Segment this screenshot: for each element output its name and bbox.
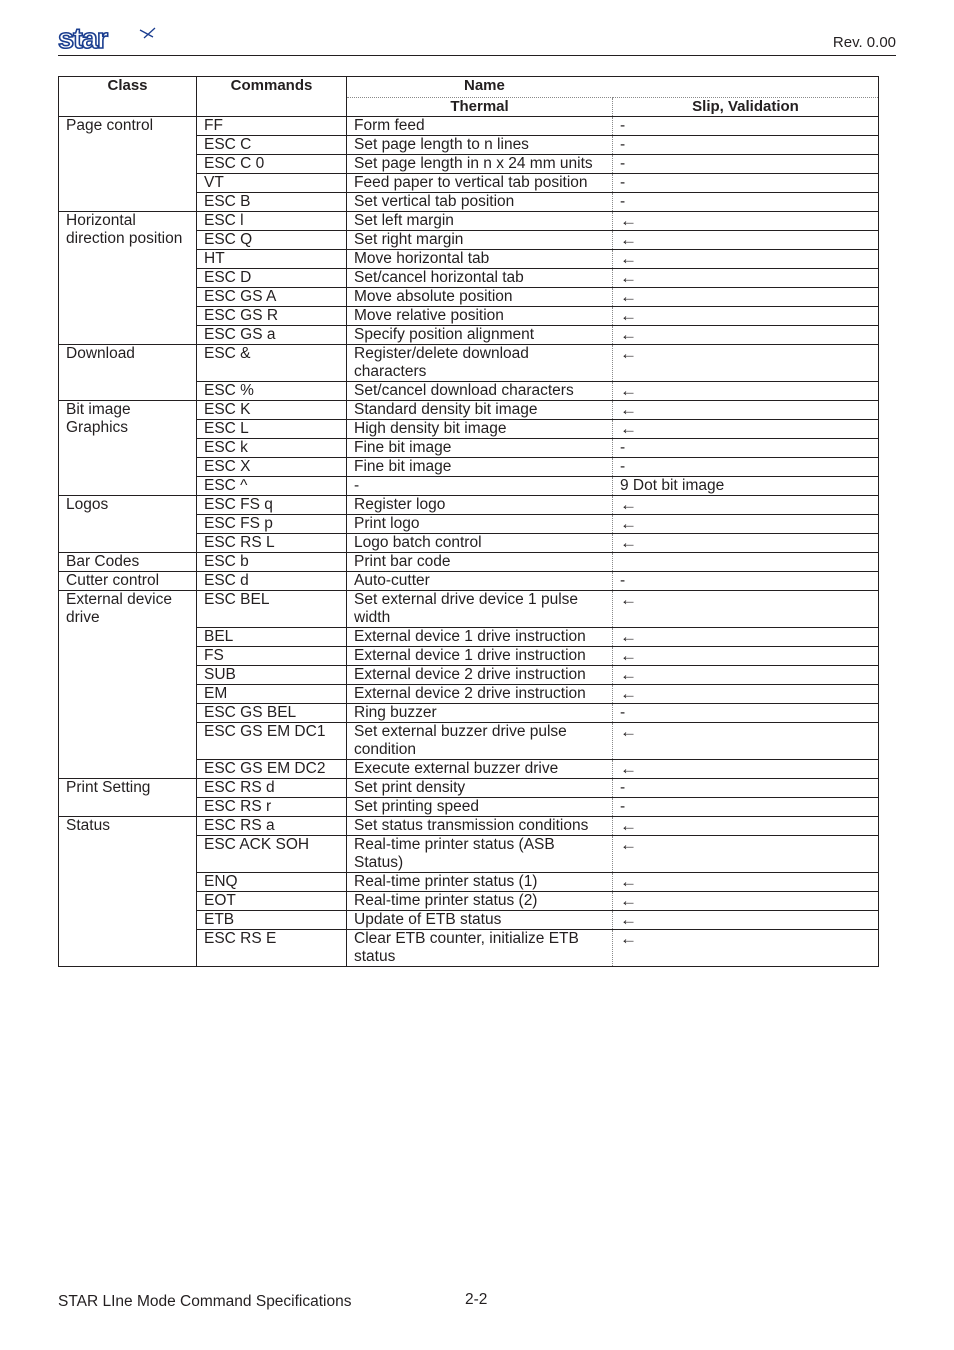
thermal-name-cell: Set/cancel horizontal tab [347, 269, 613, 288]
class-cell: Status [59, 817, 197, 967]
thermal-name-cell: Fine bit image [347, 458, 613, 477]
thermal-name-cell: Fine bit image [347, 439, 613, 458]
slip-validation-cell: ← [613, 212, 879, 231]
class-header: Class [59, 77, 197, 117]
class-cell: Cutter control [59, 572, 197, 591]
thermal-name-cell: Set page length in n x 24 mm units [347, 155, 613, 174]
table-row [59, 117, 879, 136]
command-cell: ESC Q [197, 231, 347, 250]
thermal-name-cell: Real-time printer status (1) [347, 873, 613, 892]
footer-title: STAR LIne Mode Command Specifications [58, 1293, 352, 1310]
command-cell: ESC BEL [197, 591, 347, 628]
command-cell: ESC l [197, 212, 347, 231]
thermal-header: Thermal [347, 98, 613, 117]
command-cell: ESC RS a [197, 817, 347, 836]
slip-validation-cell: ← [613, 250, 879, 269]
thermal-name-cell: Specify position alignment [347, 326, 613, 345]
slip-validation-cell: ← [613, 231, 879, 250]
thermal-name-cell: Real-time printer status (ASB Status) [347, 836, 613, 873]
thermal-name-cell: External device 2 drive instruction [347, 666, 613, 685]
slip-validation-cell: - [613, 572, 879, 591]
thermal-name-cell: Feed paper to vertical tab position [347, 174, 613, 193]
command-cell: ESC k [197, 439, 347, 458]
thermal-name-cell: Auto-cutter [347, 572, 613, 591]
thermal-name-cell: External device 1 drive instruction [347, 647, 613, 666]
slip-validation-cell: ← [613, 892, 879, 911]
slip-validation-cell: ← [613, 515, 879, 534]
slip-validation-cell: ← [613, 496, 879, 515]
slip-validation-cell: - [613, 704, 879, 723]
command-cell: HT [197, 250, 347, 269]
thermal-name-cell: Set right margin [347, 231, 613, 250]
thermal-name-cell: - [347, 477, 613, 496]
command-cell: ESC FS q [197, 496, 347, 515]
thermal-name-cell: Print logo [347, 515, 613, 534]
slip-validation-cell: ← [613, 288, 879, 307]
command-cell: EM [197, 685, 347, 704]
command-cell: ESC GS EM DC1 [197, 723, 347, 760]
command-cell: ESC GS R [197, 307, 347, 326]
command-table [58, 76, 879, 967]
thermal-name-cell: Logo batch control [347, 534, 613, 553]
slip-validation-cell: - [613, 779, 879, 798]
thermal-name-cell: High density bit image [347, 420, 613, 439]
slip-validation-cell: - [613, 155, 879, 174]
slip-validation-cell: ← [613, 647, 879, 666]
slip-validation-cell: ← [613, 836, 879, 873]
thermal-name-cell: Update of ETB status [347, 911, 613, 930]
slip-validation-cell: ← [613, 534, 879, 553]
command-cell: ESC b [197, 553, 347, 572]
slip-validation-cell: ← [613, 873, 879, 892]
thermal-name-cell: Register logo [347, 496, 613, 515]
table-row [59, 212, 879, 231]
slip-validation-cell: ← [613, 760, 879, 779]
table-row [59, 779, 879, 798]
thermal-name-cell: Set print density [347, 779, 613, 798]
slip-validation-cell: ← [613, 930, 879, 967]
slip-validation-cell: - [613, 136, 879, 155]
slip-validation-cell: 9 Dot bit image [613, 477, 879, 496]
commands-header: Commands [197, 77, 347, 117]
command-cell: ESC C [197, 136, 347, 155]
table-row [59, 345, 879, 382]
command-cell: ESC C 0 [197, 155, 347, 174]
command-cell: ETB [197, 911, 347, 930]
class-cell: Bar Codes [59, 553, 197, 572]
slip-validation-cell: - [613, 117, 879, 136]
command-cell: ESC ^ [197, 477, 347, 496]
class-cell: External device drive [59, 591, 197, 779]
command-cell: ESC X [197, 458, 347, 477]
slip-validation-cell: - [613, 798, 879, 817]
command-cell: ESC RS d [197, 779, 347, 798]
table-row [59, 553, 879, 572]
thermal-name-cell: Set vertical tab position [347, 193, 613, 212]
command-cell: ESC GS A [197, 288, 347, 307]
command-cell: FF [197, 117, 347, 136]
class-cell: Download [59, 345, 197, 401]
command-cell: ESC GS a [197, 326, 347, 345]
slip-validation-cell: ← [613, 420, 879, 439]
logo-wordmark: star [58, 24, 108, 54]
command-cell: ESC & [197, 345, 347, 382]
command-cell: ESC RS L [197, 534, 347, 553]
slip-validation-cell [613, 553, 879, 572]
command-cell: ESC FS p [197, 515, 347, 534]
command-cell: ESC d [197, 572, 347, 591]
thermal-name-cell: Set/cancel download characters [347, 382, 613, 401]
thermal-name-cell: Move absolute position [347, 288, 613, 307]
logo-star-mark [140, 28, 155, 38]
star-logo [58, 24, 158, 54]
command-cell: EOT [197, 892, 347, 911]
slip-validation-cell: ← [613, 591, 879, 628]
slip-validation-cell: - [613, 458, 879, 477]
thermal-name-cell: Set external drive device 1 pulse width [347, 591, 613, 628]
thermal-name-cell: Set page length to n lines [347, 136, 613, 155]
command-cell: VT [197, 174, 347, 193]
command-cell: ESC RS E [197, 930, 347, 967]
command-table-body [59, 117, 879, 967]
command-cell: ESC RS r [197, 798, 347, 817]
slip-validation-header: Slip, Validation [613, 98, 879, 117]
slip-validation-cell: - [613, 174, 879, 193]
slip-validation-cell: ← [613, 326, 879, 345]
table-row [59, 496, 879, 515]
thermal-name-cell: Move relative position [347, 307, 613, 326]
slip-validation-cell: ← [613, 911, 879, 930]
thermal-name-cell: External device 1 drive instruction [347, 628, 613, 647]
class-cell: Bit image Graphics [59, 401, 197, 496]
slip-validation-cell: - [613, 439, 879, 458]
command-cell: ESC GS BEL [197, 704, 347, 723]
slip-validation-cell: ← [613, 723, 879, 760]
page-number: 2-2 [465, 1291, 488, 1308]
command-cell: ESC ACK SOH [197, 836, 347, 873]
slip-validation-cell: ← [613, 401, 879, 420]
thermal-name-cell: Register/delete download characters [347, 345, 613, 382]
thermal-name-cell: Ring buzzer [347, 704, 613, 723]
slip-validation-cell: ← [613, 307, 879, 326]
slip-validation-cell: ← [613, 685, 879, 704]
slip-validation-cell: ← [613, 269, 879, 288]
command-cell: ESC L [197, 420, 347, 439]
command-cell: ESC % [197, 382, 347, 401]
name-header: Name [347, 77, 879, 98]
table-row [59, 591, 879, 628]
thermal-name-cell: Set external buzzer drive pulse condition [347, 723, 613, 760]
thermal-name-cell: Set printing speed [347, 798, 613, 817]
thermal-name-cell: Set status transmission conditions [347, 817, 613, 836]
slip-validation-cell: ← [613, 382, 879, 401]
command-cell: ENQ [197, 873, 347, 892]
command-cell: ESC B [197, 193, 347, 212]
thermal-name-cell: Set left margin [347, 212, 613, 231]
table-row [59, 401, 879, 420]
command-cell: SUB [197, 666, 347, 685]
thermal-name-cell: Form feed [347, 117, 613, 136]
class-cell: Page control [59, 117, 197, 212]
command-cell: ESC K [197, 401, 347, 420]
thermal-name-cell: Print bar code [347, 553, 613, 572]
table-row [59, 572, 879, 591]
thermal-name-cell: Clear ETB counter, initialize ETB status [347, 930, 613, 967]
table-row [59, 817, 879, 836]
slip-validation-cell: ← [613, 666, 879, 685]
class-cell: Horizontal direction position [59, 212, 197, 345]
command-cell: FS [197, 647, 347, 666]
slip-validation-cell: - [613, 193, 879, 212]
command-cell: BEL [197, 628, 347, 647]
command-cell: ESC GS EM DC2 [197, 760, 347, 779]
thermal-name-cell: Real-time printer status (2) [347, 892, 613, 911]
thermal-name-cell: Standard density bit image [347, 401, 613, 420]
thermal-name-cell: Execute external buzzer drive [347, 760, 613, 779]
header-divider [58, 55, 896, 56]
class-cell: Print Setting [59, 779, 197, 817]
thermal-name-cell: Move horizontal tab [347, 250, 613, 269]
thermal-name-cell: External device 2 drive instruction [347, 685, 613, 704]
class-cell: Logos [59, 496, 197, 553]
command-cell: ESC D [197, 269, 347, 288]
slip-validation-cell: ← [613, 628, 879, 647]
slip-validation-cell: ← [613, 345, 879, 382]
slip-validation-cell: ← [613, 817, 879, 836]
revision-label: Rev. 0.00 [832, 34, 896, 51]
